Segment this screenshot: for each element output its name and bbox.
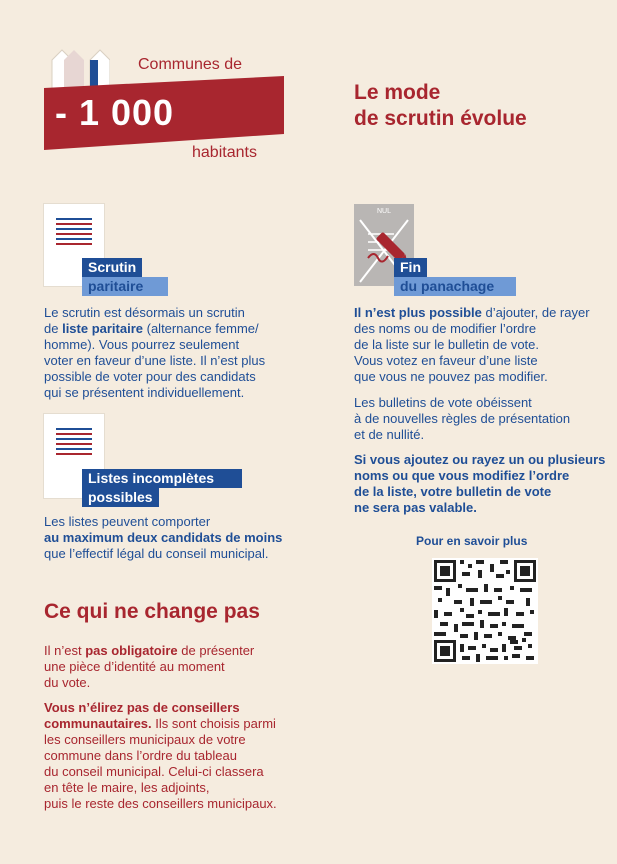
main-title: Le mode de scrutin évolue xyxy=(354,81,527,130)
tag-possibles: possibles xyxy=(82,488,159,507)
listes-paragraph: Les listes peuvent comporter au maximum deux candidats de moins que l’effectif légal du conseil municipal. xyxy=(44,514,283,561)
unchanged-paragraph-2: Vous n’élirez pas de conseillers communautaires. Ils sont choisis parmi les conseillers municipaux de votre commune dans l’ordre du tableau du conseil municipal. Celui-ci classera en tête le maire, les adjoints, puis le reste des conseillers municipaux. xyxy=(44,700,277,811)
panachage-paragraph-1: Il n’est plus possible d’ajouter, de rayer des noms ou de modifier l’ordre de la liste sur le bulletin de vote. Vous votez en faveur d’une liste que vous ne pouvez pas modifier. xyxy=(354,305,590,384)
scrutin-paragraph: Le scrutin est désormais un scrutin de liste paritaire (alternance femme/ homme). Vous pourrez seulement voter en faveur d’une liste. Il n’est plus possible de voter pour des candidats qui se présentent individuellement. xyxy=(44,305,266,400)
tag-scrutin: Scrutin xyxy=(82,258,142,277)
panachage-paragraph-2: Les bulletins de vote obéissent à de nouvelles règles de présentation et de nullité. xyxy=(354,395,571,442)
unchanged-paragraph-1: Il n’est pas obligatoire de présenter une pièce d’identité au moment du vote. xyxy=(44,643,255,690)
tag-paritaire: paritaire xyxy=(82,277,168,296)
header-number: - 1 000 xyxy=(55,92,175,133)
tag-fin: Fin xyxy=(394,258,427,277)
void-ballot-icon: NUL xyxy=(354,204,414,286)
panachage-paragraph-3: Si vous ajoutez ou rayez un ou plusieurs noms ou que vous modifiez l’ordre de la liste, votre bulletin de vote ne sera pas valable. xyxy=(354,452,606,515)
qr-title: Pour en savoir plus xyxy=(416,534,528,548)
header-top-text: Communes de xyxy=(138,56,243,73)
tag-du-panachage: du panachage xyxy=(394,277,516,296)
section-title-unchanged: Ce qui ne change pas xyxy=(44,600,260,623)
header-bottom-text: habitants xyxy=(192,144,257,161)
tag-listes-incompletes: Listes incomplètes xyxy=(82,469,242,488)
qr-code[interactable] xyxy=(432,558,538,664)
